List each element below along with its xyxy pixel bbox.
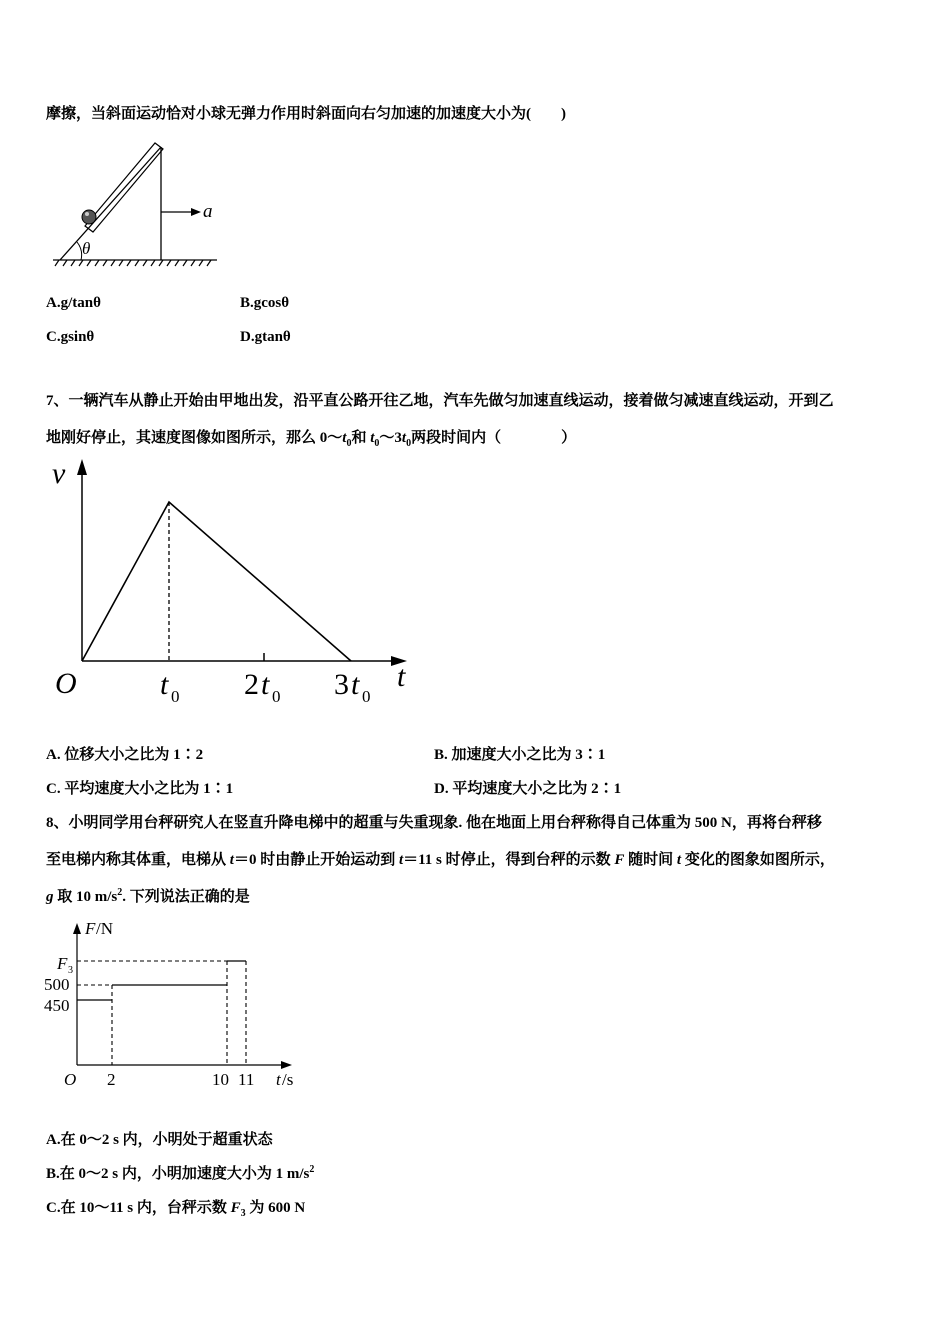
q7-option-d[interactable]: D. 平均速度大小之比为 2∶1 <box>434 781 622 797</box>
q7-option-a[interactable]: A. 位移大小之比为 1∶2 <box>46 747 204 763</box>
q8-option-c[interactable]: C.在 10～11 s 内，台秤示数 $F_3$ 为 600 N <box>46 1200 306 1219</box>
q8-line2: 至电梯内称其体重，电梯从 t＝0 时由静止开始运动到 t＝11 s 时停止，得到台秤的示数 F 随时间 t 变化的图象如图所示， <box>46 852 835 868</box>
tick-label-11: 11 <box>238 1070 255 1089</box>
svg-text:0: 0 <box>272 687 281 706</box>
tick-label-t0 <box>160 668 180 706</box>
svg-text:3: 3 <box>334 668 349 701</box>
svg-text:t: t <box>351 668 360 701</box>
ground-hatch <box>53 260 217 266</box>
svg-text:/N: /N <box>96 919 113 938</box>
q8-ft-chart <box>40 912 310 1092</box>
v-axis-arrow <box>77 459 87 475</box>
svg-text:t: t <box>261 668 270 701</box>
q7-vt-chart <box>45 455 425 715</box>
q6-option-a[interactable]: A.g/tanθ <box>46 295 101 311</box>
q6-option-c[interactable]: C.gsinθ <box>46 329 95 345</box>
q7-option-c[interactable]: C. 平均速度大小之比为 1∶1 <box>46 781 234 797</box>
v-axis-label: v <box>52 457 66 490</box>
accel-label: a <box>203 201 213 222</box>
q6-incline-figure <box>45 135 225 270</box>
q8-option-a[interactable]: A.在 0～2 s 内，小明处于超重状态 <box>46 1132 273 1148</box>
svg-text:t: t <box>160 668 169 701</box>
svg-text:F: F <box>57 954 68 973</box>
t-axis-label: t <box>397 660 406 693</box>
tick-label-10: 10 <box>212 1070 229 1089</box>
tick-label-450: 450 <box>44 996 70 1015</box>
t-axis-arrow <box>281 1061 292 1069</box>
q8-option-b[interactable]: B.在 0～2 s 内，小明加速度大小为 1 $m/s^2$ <box>46 1164 315 1182</box>
origin-label: O <box>64 1070 77 1089</box>
q8-line3: g 取 10 $m/s^2$. 下列说法正确的是 <box>46 887 250 905</box>
velocity-line <box>82 502 351 661</box>
tick-label-3t0 <box>334 668 371 706</box>
t-axis-label <box>276 1070 293 1089</box>
tick-label-500: 500 <box>44 975 70 994</box>
svg-text:2: 2 <box>244 668 259 701</box>
ball <box>82 210 96 224</box>
incline-surface <box>60 147 161 260</box>
q6-stem-tail: 摩擦，当斜面运动恰对小球无弹力作用时斜面向右匀加速的加速度大小为( ) <box>46 106 566 122</box>
svg-text:t: t <box>276 1070 281 1089</box>
q6-option-b[interactable]: B.gcosθ <box>240 295 290 311</box>
q7-option-b[interactable]: B. 加速度大小之比为 3∶1 <box>434 747 606 763</box>
f-axis-arrow <box>73 923 81 934</box>
svg-text:/s: /s <box>282 1070 294 1089</box>
tick-label-f3 <box>56 954 73 976</box>
svg-text:3: 3 <box>68 965 73 976</box>
svg-text:0: 0 <box>171 687 180 706</box>
svg-text:F: F <box>85 919 96 938</box>
origin-label: O <box>55 667 77 700</box>
tick-label-2: 2 <box>107 1070 116 1089</box>
angle-label: θ <box>82 239 91 258</box>
f-axis-label <box>84 919 113 938</box>
q6-option-d[interactable]: D.gtanθ <box>240 329 291 345</box>
q8-line1: 8、小明同学用台秤研究人在竖直升降电梯中的超重与失重现象. 他在地面上用台秤称得自己体重为 500 N，再将台秤移 <box>46 815 822 831</box>
q7-line1: 7、一辆汽车从静止开始由甲地出发，沿平直公路开往乙地，汽车先做匀加速直线运动，接着做匀减速直线运动，开到乙 <box>46 393 834 409</box>
angle-arc <box>77 242 82 260</box>
tick-label-2t0 <box>244 668 281 706</box>
q7-line2: 地刚好停止，其速度图像如图所示，那么 $0\sim t_0$和 $t_0\sim 3t_0$两段时间内（ ） <box>46 430 577 449</box>
svg-text:0: 0 <box>362 687 371 706</box>
